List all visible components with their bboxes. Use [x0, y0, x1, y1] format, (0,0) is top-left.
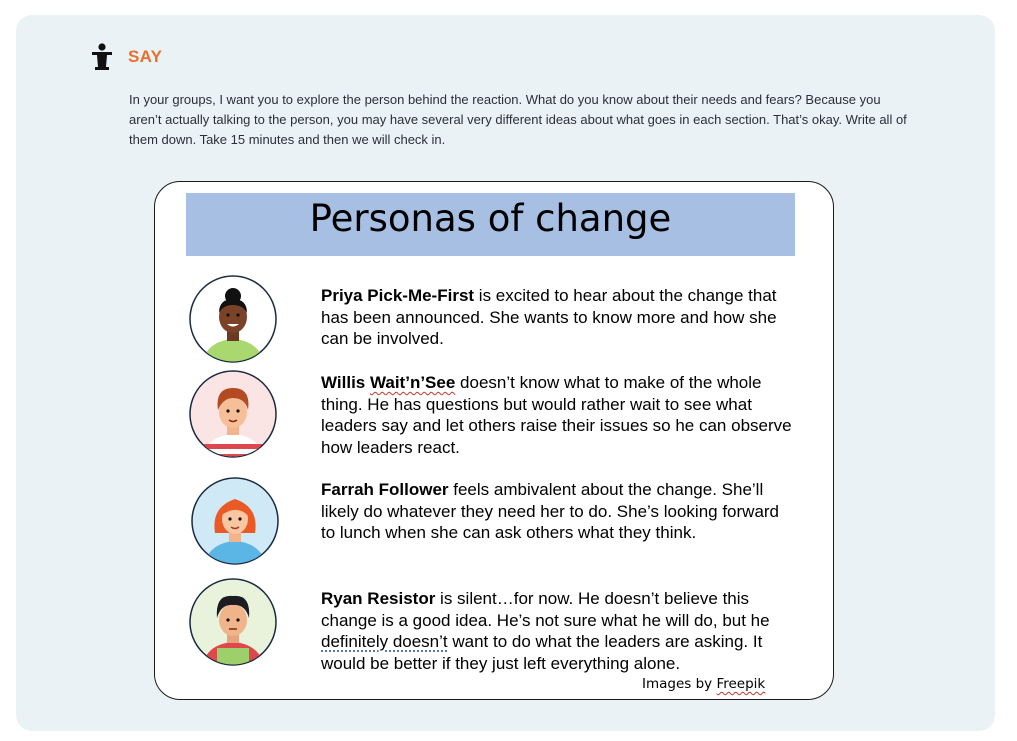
- slide-title: Personas of change: [309, 197, 672, 240]
- persona-description: is excited to hear about the change that has been announced. She wants to know more and how she can be involved.: [321, 286, 777, 348]
- persona-first-name: Willis: [321, 373, 370, 392]
- persona-priya: [321, 285, 796, 350]
- persona-description: doesn’t know what to make of the whole thing. He has questions but would rather wait to see what leaders say and let others raise their issues so he can observe how leaders react.: [321, 373, 792, 457]
- credit-source: Freepik: [716, 676, 766, 692]
- persona-ryan: [321, 588, 796, 674]
- persona-willis: [321, 372, 796, 458]
- persona-name: Farrah Follower: [321, 480, 449, 499]
- say-heading: SAY: [128, 47, 163, 66]
- credit-prefix: Images by: [642, 676, 717, 692]
- persona-name: Priya Pick-Me-First: [321, 286, 475, 305]
- image-credit: [642, 676, 765, 692]
- persona-last-name: Wait’n’See: [369, 373, 456, 392]
- farrah-avatar: [191, 477, 279, 565]
- persona-description-start: is silent…for now. He doesn’t believe this change is a good idea. He’s not sure what he will do, but he: [321, 589, 770, 630]
- persona-description-end: want to do what the leaders are asking. It would be better if they just left everything alone.: [321, 632, 763, 673]
- ryan-avatar: [189, 578, 277, 666]
- willis-avatar: [189, 370, 277, 458]
- persona-farrah: [321, 479, 796, 544]
- presenter-icon: [91, 43, 113, 71]
- persona-name: [321, 373, 455, 392]
- persona-description-emphasis: definitely doesn’t: [321, 632, 448, 651]
- persona-description: feels ambivalent about the change. She’ll likely do whatever they need her to do. She’s looking forward to lunch when she can ask others what they think.: [321, 480, 780, 542]
- say-instructions: In your groups, I want you to explore the person behind the reaction. What do you know about their needs and fears? Because you aren’t actually talking to the person, you may have several very different ideas about what goes in each section. That’s okay. Write all of them down. Take 15 minutes and then we will check in.: [129, 92, 907, 147]
- priya-avatar: [189, 275, 277, 363]
- persona-name: Ryan Resistor: [321, 589, 436, 608]
